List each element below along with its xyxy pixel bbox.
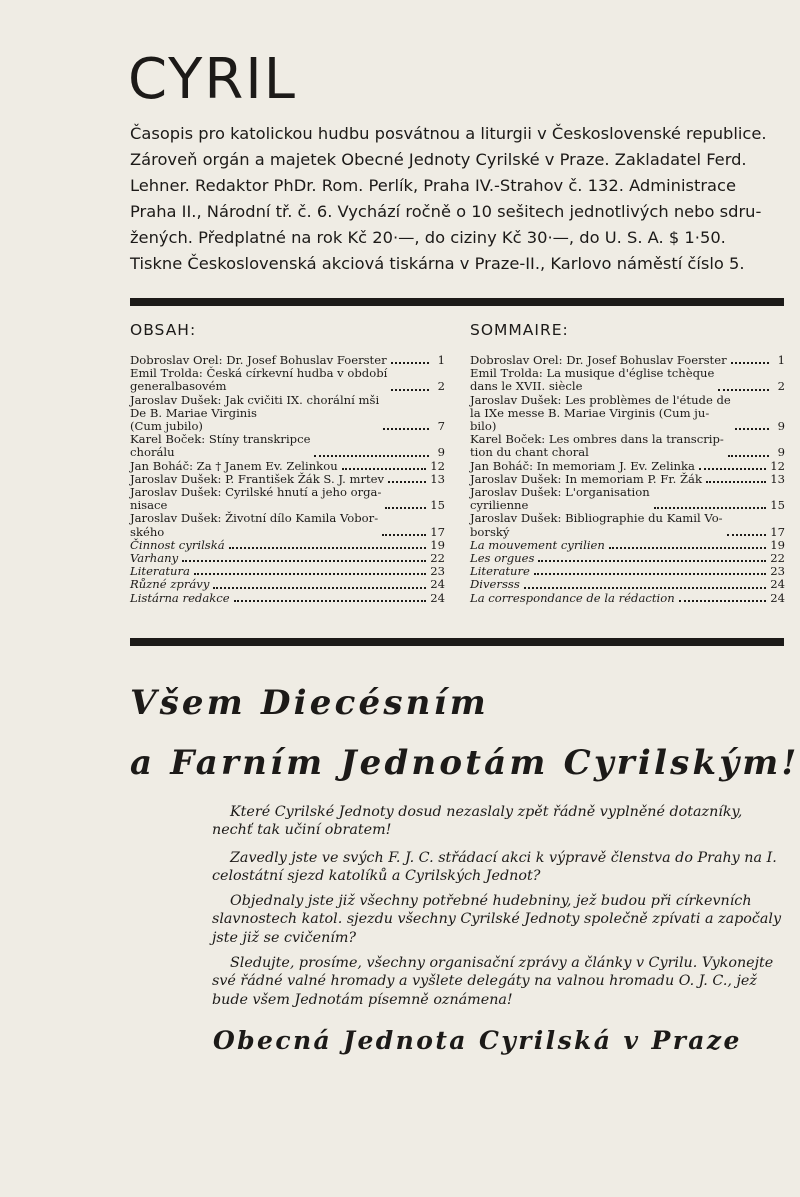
- toc-entry-page: 1: [437, 353, 445, 367]
- toc-entry-page: 17: [770, 524, 785, 539]
- toc-entry-page: 23: [770, 564, 785, 579]
- sommaire-list: [470, 354, 785, 605]
- dot-leader: [727, 534, 767, 536]
- toc-entry-title: Emil Trolda: Česká církevní hudba v období generalbasovém: [130, 366, 388, 394]
- contents-french: [470, 320, 785, 605]
- toc-entry-title: Různé zprávy: [130, 577, 210, 592]
- headline-line-2: a Farním Jednotám Cyrilským!: [130, 743, 800, 783]
- dot-leader: [718, 389, 769, 391]
- toc-entry-title: Karel Boček: Les ombres dans la transcrip- tion du chant choral: [470, 432, 724, 460]
- signature: Obecná Jednota Cyrilská v Praze: [213, 1026, 742, 1055]
- publication-info-line: Zároveň orgán a majetek Obecné Jednoty Cyrilské v Praze. Zakladatel Ferd.: [130, 150, 747, 169]
- toc-entry: [470, 512, 785, 538]
- toc-entry-title: Činnost cyrilská: [130, 537, 225, 552]
- dot-leader: [388, 481, 426, 483]
- toc-entry-page: 15: [770, 498, 785, 513]
- toc-entry-page: 9: [777, 419, 785, 434]
- toc-entry-title: Jaroslav Dušek: P. František Žák S. J. mrtev: [130, 471, 385, 486]
- toc-entry-title: Jaroslav Dušek: Jak cvičiti IX. chorální mši De B. Mariae Virginis (Cum jubilo): [130, 392, 380, 434]
- toc-entry-page: 19: [430, 537, 445, 552]
- toc-entry-title: Dobroslav Orel: Dr. Josef Bohuslav Foerster: [470, 353, 727, 367]
- dot-leader: [314, 455, 429, 457]
- toc-entry-page: 22: [430, 551, 445, 566]
- toc-entry-title: La correspondance de la rédaction: [470, 590, 675, 605]
- publication-info: [130, 121, 790, 277]
- toc-entry: [470, 460, 785, 473]
- toc-entry-title: Jan Boháč: In memoriam J. Ev. Zelinka: [470, 458, 695, 473]
- toc-entry-title: Jaroslav Dušek: Cyrilské hnutí a jeho orga- nisace: [130, 485, 382, 513]
- dot-leader: [731, 362, 769, 364]
- toc-entry-page: 24: [430, 577, 445, 592]
- toc-entry-title: La mouvement cyrilien: [470, 537, 605, 552]
- toc-entry-title: Jaroslav Dušek: Životní dílo Kamila Vobor- ského: [130, 511, 379, 539]
- dot-leader: [182, 560, 426, 562]
- contents-czech: [130, 320, 445, 605]
- toc-entry-page: 1: [777, 353, 785, 367]
- toc-entry: [130, 433, 445, 459]
- dot-leader: [213, 587, 426, 589]
- dot-leader: [382, 534, 426, 536]
- toc-entry: [470, 578, 785, 591]
- toc-entry: [130, 578, 445, 591]
- toc-entry-title: Dobroslav Orel: Dr. Josef Bohuslav Foerster: [130, 353, 387, 367]
- dot-leader: [609, 547, 766, 549]
- toc-entry: [130, 394, 445, 434]
- toc-entry-title: Literatura: [130, 564, 190, 579]
- toc-entry-title: Listárna redakce: [130, 590, 230, 605]
- toc-entry-title: Literature: [470, 564, 530, 579]
- toc-entry: [130, 460, 445, 473]
- toc-entry-page: 9: [437, 445, 445, 460]
- toc-entry-page: 24: [770, 577, 785, 592]
- toc-entry-title: Jaroslav Dušek: Les problèmes de l'étude de la IXe messe B. Mariae Virginis (Cum ju- bilo): [470, 392, 731, 434]
- toc-entry: [470, 394, 785, 434]
- dot-leader: [342, 468, 427, 470]
- publication-info-line: Tiskne Československá akciová tiskárna v Praze-II., Karlovo náměstí číslo 5.: [130, 254, 745, 273]
- dot-leader: [699, 468, 766, 470]
- publication-info-line: Časopis pro katolickou hudbu posvátnou a liturgii v Československé republice.: [130, 124, 767, 143]
- dot-leader: [654, 507, 767, 509]
- toc-entry-page: 9: [777, 445, 785, 460]
- toc-entry: [470, 367, 785, 393]
- toc-entry-page: 19: [770, 537, 785, 552]
- toc-entry-title: Emil Trolda: La musique d'église tchèque dans le XVII. siècle: [470, 366, 715, 394]
- toc-entry-page: 24: [770, 590, 785, 605]
- dot-leader: [391, 389, 429, 391]
- dot-leader: [534, 573, 766, 575]
- toc-entry-title: Jaroslav Dušek: Bibliographie du Kamil Vo- borský: [470, 511, 723, 539]
- toc-entry-page: 22: [770, 551, 785, 566]
- appeal-paragraph: Zavedly jste ve svých F. J. C. střádací akci k výpravě členstva do Prahy na I. celostátní sjezd katolíků a Cyrilských Jednot?: [212, 850, 777, 885]
- appeal-paragraph: Které Cyrilské Jednoty dosud nezaslaly zpět řádně vyplněné dotazníky, nechť tak učiní obratem!: [212, 804, 743, 839]
- toc-entry: [470, 433, 785, 459]
- toc-entry-title: Karel Boček: Stíny transkripce chorálu: [130, 432, 311, 460]
- toc-entry-page: 23: [430, 564, 445, 579]
- toc-entry-page: 15: [430, 498, 445, 513]
- appeal-paragraph: Sledujte, prosíme, všechny organisační zprávy a články v Cyrilu. Vykonejte své řádné valné hromady a vyšlete delegáty na valnou hromadu O. J. C., jež bude všem Jednotám písemně oznámena!: [212, 955, 774, 1008]
- dot-leader: [383, 428, 429, 430]
- headline-line-1: Všem Diecésním: [130, 683, 489, 723]
- toc-entry-page: 24: [430, 590, 445, 605]
- toc-entry-title: Diversss: [470, 577, 520, 592]
- dot-leader: [229, 547, 427, 549]
- publication-info-line: žených. Předplatné na rok Kč 20·—, do ciziny Kč 30·—, do U. S. A. $ 1·50.: [130, 228, 726, 247]
- sommaire-heading: SOMMAIRE:: [470, 321, 569, 339]
- dot-leader: [391, 362, 429, 364]
- dot-leader: [735, 428, 769, 430]
- contents-heading: OBSAH:: [130, 321, 197, 339]
- toc-entry-page: 7: [437, 419, 445, 434]
- contents-list: [130, 354, 445, 605]
- section-divider: [130, 638, 784, 646]
- dot-leader: [728, 455, 769, 457]
- toc-entry-page: 17: [430, 524, 445, 539]
- toc-entry-page: 13: [770, 471, 785, 486]
- toc-entry: [130, 592, 445, 605]
- toc-entry: [470, 486, 785, 512]
- toc-entry: [470, 592, 785, 605]
- toc-entry-page: 12: [430, 458, 445, 473]
- dot-leader: [706, 481, 766, 483]
- masthead-title: CYRIL: [128, 47, 297, 112]
- toc-entry-title: Jaroslav Dušek: L'organisation cyrilienne: [470, 485, 650, 513]
- publication-info-line: Lehner. Redaktor PhDr. Rom. Perlík, Praha IV.-Strahov č. 132. Administrace: [130, 176, 736, 195]
- toc-entry-title: Varhany: [130, 551, 179, 566]
- toc-entry: [130, 367, 445, 393]
- appeal-paragraph: Objednaly jste již všechny potřebné hudebniny, jež budou při církevních slavnostech katol. sjezdu všechny Cyrilské Jednoty společně zpívati a započaly jste již se cvičením?: [212, 893, 782, 946]
- dot-leader: [385, 507, 426, 509]
- dot-leader: [679, 600, 767, 602]
- toc-entry-title: Les orgues: [470, 551, 535, 566]
- toc-entry-title: Jaroslav Dušek: In memoriam P. Fr. Žák: [470, 471, 702, 486]
- toc-entry-page: 13: [430, 471, 445, 486]
- toc-entry: [130, 486, 445, 512]
- toc-entry-page: 2: [777, 379, 785, 394]
- dot-leader: [538, 560, 766, 562]
- dot-leader: [194, 573, 426, 575]
- section-divider: [130, 298, 784, 306]
- dot-leader: [234, 600, 427, 602]
- toc-entry-page: 2: [437, 379, 445, 394]
- publication-info-line: Praha II., Národní tř. č. 6. Vychází ročně o 10 sešitech jednotlivých nebo sdru-: [130, 202, 762, 221]
- dot-leader: [524, 587, 766, 589]
- toc-entry-title: Jan Boháč: Za † Janem Ev. Zelinkou: [130, 458, 338, 473]
- toc-entry: [130, 512, 445, 538]
- toc-entry-page: 12: [770, 458, 785, 473]
